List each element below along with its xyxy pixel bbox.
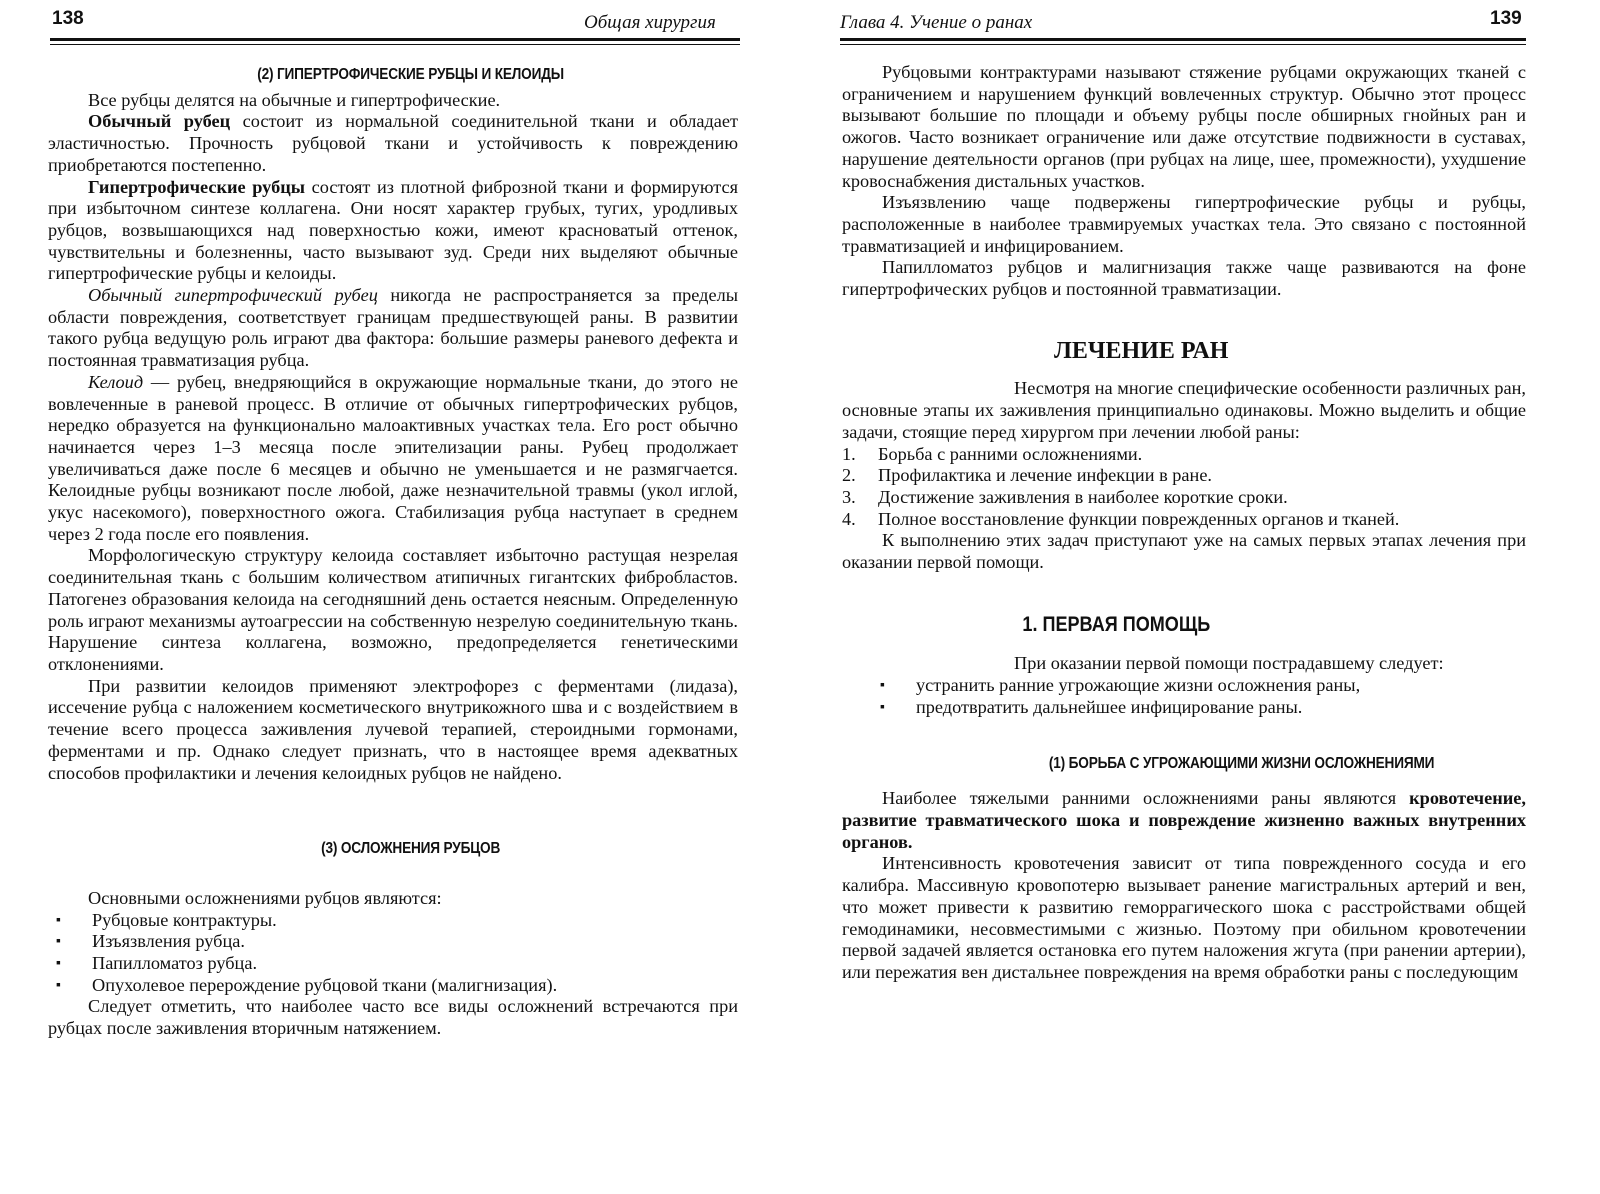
term: Обычный рубец (88, 111, 231, 132)
paragraph: Рубцовыми контрактурами называют стяжение рубцами окружающих тканей с ограничением и нарушением функций вовлеченных структур. Обычно этот процесс вызывают большие по площади и объему рубцы после обширных гнойных ран и ожогов. Часто возникает ограничение или даже отсутствие подвижности в суставах, нарушение деятельности органов (при рубцах на лице, шее, промежности), ухудшение кровоснабжения дистальных участков. (842, 62, 1526, 191)
paragraph: Гипертрофические рубцы состоят из плотной фиброзной ткани и формируются при избыточном синтезе коллагена. Они носят характер грубых, тугих, уродливых рубцов, возвышающихся над поверхностью кожи, имеют красноватый оттенок, чувствительны и болезненны, часто вызывают зуд. Среди них выделяют обычные гипертрофические рубцы и келоиды. (48, 176, 738, 284)
list-item: ▪ предотвратить дальнейшее инфицирование раны. (880, 696, 1303, 717)
term: Гипертрофические рубцы (88, 176, 306, 197)
term: Келоид (88, 371, 144, 392)
bullet-icon: ▪ (880, 678, 885, 694)
section-heading: (3) ОСЛОЖНЕНИЯ РУБЦОВ (321, 840, 501, 858)
left-page-body (48, 64, 738, 1040)
page-number: 139 (1490, 8, 1522, 29)
header-rule-thin (840, 44, 1526, 45)
list-item: 4. Полное восстановление функции поврежденных органов и тканей. (842, 508, 1400, 529)
header-rule (50, 38, 740, 41)
list-item: ▪ Опухолевое перерождение рубцовой ткани (малигнизация). (56, 974, 558, 995)
subsection-heading: (1) БОРЬБА С УГРОЖАЮЩИМИ ЖИЗНИ ОСЛОЖНЕНИЯМИ (1048, 754, 1435, 772)
first-aid-list (872, 675, 1526, 718)
paragraph: Обычный рубец состоит из нормальной соединительной ткани и обладает эластичностью. Прочность рубцовой ткани и устойчивость к повреждению приобретаются постепенно. (48, 111, 738, 175)
list-item: ▪ устранить ранние угрожающие жизни осложнения раны, (880, 675, 1361, 696)
list-item: ▪ Папилломатоз рубца. (56, 953, 258, 974)
page-number: 138 (52, 8, 84, 29)
bullet-icon: ▪ (56, 934, 61, 950)
bold-phrase: кровотечение, развитие травматического шока и повреждение жизненно важных внутренних органов. (842, 788, 1526, 852)
list-item: ▪ Рубцовые контрактуры. (56, 909, 277, 930)
paragraph: Все рубцы делятся на обычные и гипертрофические. (88, 89, 501, 110)
paragraph: Интенсивность кровотечения зависит от типа поврежденного сосуда и его калибра. Массивную кровопотерю вызывает ранение магистральных артерий и вен, что может привести к развитию геморрагического шока с расстройствами общей гемодинамики, несовместимыми с жизнью. Поэтому при обильном кровотечении первой задачей является остановка его путем наложения жгута (при ранении артерии), или пережатия вен дистальнее повреждения на время обработки раны с последующим (842, 853, 1526, 982)
list-item: 2. Профилактика и лечение инфекции в ране. (842, 465, 1212, 486)
section-heading: 1. ПЕРВАЯ ПОМОЩЬ (1022, 612, 1211, 636)
list-item: ▪ Изъязвления рубца. (56, 931, 245, 952)
bullet-icon: ▪ (880, 699, 885, 715)
paragraph: Морфологическую структуру келоида составляет избыточно растущая незрелая соединительная ткань с большим количеством атипичных гигантских фибробластов. Патогенез образования келоида на сегодняшний день остается неясным. Определенную роль играют механизмы аутоагрессии на собственную незрелую соединительную ткань. Нарушение синтеза коллагена, возможно, предопределяется генетическими отклонениями. (48, 545, 738, 674)
complications-list (48, 910, 738, 997)
term: Обычный гипертрофический рубец (88, 285, 378, 306)
running-title: Общая хирургия (584, 12, 716, 33)
right-page-body (842, 62, 1526, 984)
chapter-heading: ЛЕЧЕНИЕ РАН (1054, 337, 1229, 364)
header-rule-thin (50, 44, 740, 45)
paragraph: При оказании первой помощи пострадавшему следует: (1014, 653, 1444, 674)
paragraph: При развитии келоидов применяют электрофорез с ферментами (лидаза), иссечение рубца с наложением косметического внутрикожного шва и с воздействием в течение всего процесса заживления лучевой терапией, стероидными гормонами, ферментами и пр. Однако следует признать, что в настоящее время адекватных способов профилактики и лечения келоидных рубцов не найдено. (48, 675, 738, 783)
list-item: 3. Достижение заживления в наиболее короткие сроки. (842, 486, 1288, 507)
paragraph: К выполнению этих задач приступают уже на самых первых этапах лечения при оказании первой помощи. (842, 530, 1526, 573)
bullet-icon: ▪ (56, 956, 61, 972)
bullet-icon: ▪ (56, 912, 61, 928)
section-heading: (2) ГИПЕРТРОФИЧЕСКИЕ РУБЦЫ И КЕЛОИДЫ (257, 66, 564, 83)
paragraph: Папилломатоз рубцов и малигнизация также чаще развиваются на фоне гипертрофических рубцов и постоянной травматизации. (842, 257, 1526, 300)
paragraph: Следует отметить, что наиболее часто все виды осложнений встречаются при рубцах после заживления вторичным натяжением. (48, 996, 738, 1039)
paragraph: Наиболее тяжелыми ранними осложнениями раны являются кровотечение, развитие травматического шока и повреждение жизненно важных внутренних органов. (842, 788, 1526, 852)
header-rule (840, 38, 1526, 41)
running-title: Глава 4. Учение о ранах (840, 12, 1033, 33)
paragraph: Обычный гипертрофический рубец никогда не распространяется за пределы области повреждения, соответствует границам предшествующей раны. В развитии такого рубца ведущую роль играют два фактора: большие размеры раневого дефекта и постоянная травматизация рубца. (48, 285, 738, 371)
bullet-icon: ▪ (56, 977, 61, 993)
tasks-list (842, 444, 1526, 531)
paragraph: Основными осложнениями рубцов являются: (88, 887, 442, 908)
paragraph: Келоид — рубец, внедряющийся в окружающие нормальные ткани, до этого не вовлеченные в раневой процесс. В отличие от обычных гипертрофических рубцов, нередко образуется на функционально малоактивных участках тела. Его рост обычно начинается через 1–3 месяца после эпителизации раны. Рубец продолжает увеличиваться даже после 6 месяцев и обычно не уменьшается и не размягчается. Келоидные рубцы возникают после любой, даже незначительной травмы (укол иглой, укус насекомого), поверхностного ожога. Стабилизация рубца наступает в среднем через 2 года после его появления. (48, 371, 738, 544)
right-page (800, 0, 1600, 1194)
paragraph: Изъязвлению чаще подвержены гипертрофические рубцы и рубцы, расположенные в наиболее травмируемых участках тела. Это связано с постоянной травматизацией и инфицированием. (842, 192, 1526, 256)
list-item: 1. Борьба с ранними осложнениями. (842, 443, 1143, 464)
paragraph: Несмотря на многие специфические особенности различных ран, основные этапы их заживления принципиально одинаковы. Можно выделить и общие задачи, стоящие перед хирургом при лечении любой раны: (842, 378, 1526, 442)
